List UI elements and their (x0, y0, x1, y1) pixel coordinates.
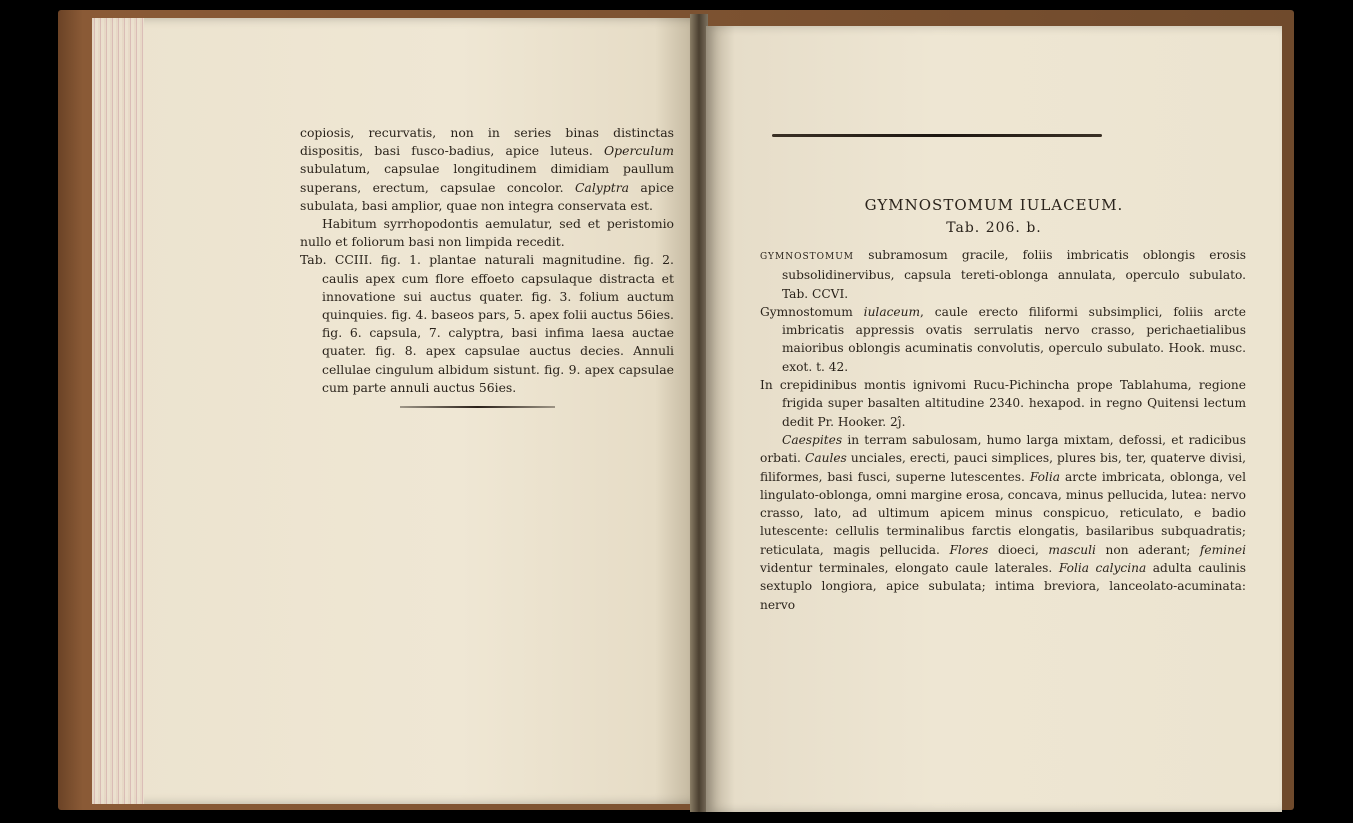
plate-reference: Tab. 206. b. (946, 220, 1042, 236)
left-paragraph-3: Tab. CCIII. fig. 1. plantae naturali magnitudine. fig. 2. caulis apex cum flore effoeto capsulaque distracta et innovatione sui auctus quater. fig. 3. folium auctum quinquies. fig. 4. baseos pars, 5. apex folii auctus 56ies. fig. 6. capsula, 7. calyptra, basi infima laesa auctae quater. fig. 8. apex capsulae auctus decies. Annuli cellulae cingulum albidum sistunt. fig. 9. apex capsulae cum parte annuli auctus 56ies. (300, 252, 674, 395)
diagnosis: GYMNOSTOMUM subramosum gracile, foliis imbricatis oblongis erosis subsolidinervibus, capsula tereti-oblonga annulata, operculo subulato. Tab. CCVI. (760, 248, 1247, 301)
diagnosis-label: GYMNOSTOMUM (760, 252, 855, 262)
section-divider-right (772, 134, 1102, 137)
left-paragraph-1: copiosis, recurvatis, non in series binas distinctas dispositis, basi fusco-badius, apice luteus. Operculum subulatum, capsulae longitudinem dimidiam paullum superans, erectum, capsulae concolor. Calyptra apice subulata, basi amplior, quae non integra conservata est. (300, 125, 674, 213)
synonym: Gymnostomum iulaceum, caule erecto filiformi subsimplici, foliis arcte imbricatis appressis ovatis serrulatis nervo crasso, perichaetialibus maioribus oblongis acuminatis convolutis, operculo subulato. Hook. musc. exot. t. 42. (760, 304, 1246, 374)
habitat: In crepidinibus montis ignivomi Rucu-Pichincha prope Tablahuma, regione frigida super basalten altitudine 2340. hexapod. in regno Quitensi lectum dedit Pr. Hooker. 2ĵ. (760, 378, 1246, 429)
operculum-label: Operculum (604, 143, 674, 159)
calyptra-label: Calyptra (574, 179, 630, 195)
page-edges (92, 18, 144, 804)
description: Caespites in terram sabulosam, humo larga mixtam, defossi, et radicibus orbati. Caules unciales, erecti, pauci simplices, plures bis, ter, quaterve divisi, filiformes, basi fusci, superne lutescentes. Folia arcte imbricata, oblonga, vel lingulato-oblonga, omni margine erosa, concava, minus pellucida, lutea: nervo crasso, lato, ad ultimum apicem minus conspicuo, reticulato, e badio lutescente: cellulis terminalibus farctis elongatis, basilaribus subquadratis; reticulata, magis pellucida. Flores dioeci, masculi non aderant; feminei videntur terminales, elongato caule laterales. Folia calycina adulta caulinis sextuplo longiora, apice subulata; intima breviora, lanceolato-acuminata: nervo (760, 432, 1247, 612)
left-text-block (300, 124, 674, 397)
right-text-block (760, 246, 1246, 614)
left-paragraph-2: Habitum syrrhopodontis aemulatur, sed et peristomio nullo et foliorum basi non limpida recedit. (300, 216, 674, 250)
page-title: GYMNOSTOMUM IULACEUM. (864, 196, 1124, 214)
section-divider-left (400, 406, 555, 408)
